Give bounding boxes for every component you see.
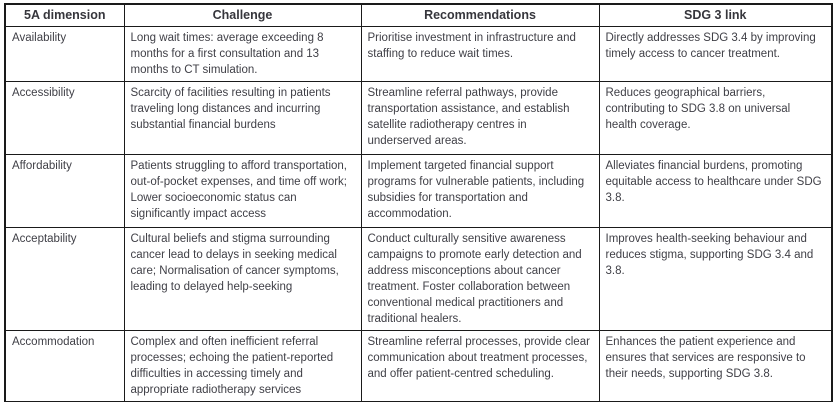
cell-recommendations: Conduct culturally sensitive awareness campaigns to promote early detection and address misconceptions about cancer treatment. Foster collaboration between conventional medical practitioners and traditional healers. bbox=[361, 227, 599, 330]
cell-challenge: Patients struggling to afford transportation, out-of-pocket expenses, and time off work; Lower socioeconomic status can significantly impact access bbox=[124, 154, 361, 227]
table-row-acceptability bbox=[5, 227, 832, 330]
five-a-dimension-table bbox=[4, 3, 833, 402]
cell-recommendations: Prioritise investment in infrastructure and staffing to reduce wait times. bbox=[361, 26, 599, 81]
cell-dimension: Availability bbox=[5, 26, 124, 81]
cell-challenge: Long wait times: average exceeding 8 months for a first consultation and 13 months to CT simulation. bbox=[124, 26, 361, 81]
cell-sdg3-link: Directly addresses SDG 3.4 by improving timely access to cancer treatment. bbox=[599, 26, 832, 81]
cell-dimension: Affordability bbox=[5, 154, 124, 227]
cell-challenge: Cultural beliefs and stigma surrounding cancer lead to delays in seeking medical care; Normalisation of cancer symptoms, leading to delayed help-seeking bbox=[124, 227, 361, 330]
col-header-challenge: Challenge bbox=[124, 4, 361, 26]
cell-recommendations: Streamline referral pathways, provide transportation assistance, and establish satellite radiotherapy centres in underserved areas. bbox=[361, 81, 599, 154]
cell-sdg3-link: Enhances the patient experience and ensures that services are responsive to their needs, supporting SDG 3.8. bbox=[599, 330, 832, 402]
cell-dimension: Acceptability bbox=[5, 227, 124, 330]
table-row-affordability bbox=[5, 154, 832, 227]
cell-recommendations: Implement targeted financial support programs for vulnerable patients, including subsidies for transportation and accommodation. bbox=[361, 154, 599, 227]
cell-sdg3-link: Improves health-seeking behaviour and reduces stigma, supporting SDG 3.4 and 3.8. bbox=[599, 227, 832, 330]
col-header-recommendations: Recommendations bbox=[361, 4, 599, 26]
table-row-accessibility bbox=[5, 81, 832, 154]
cell-recommendations: Streamline referral processes, provide clear communication about treatment processes, and offer patient-centred scheduling. bbox=[361, 330, 599, 402]
table-row-accommodation bbox=[5, 330, 832, 402]
cell-dimension: Accommodation bbox=[5, 330, 124, 402]
cell-challenge: Complex and often inefficient referral processes; echoing the patient-reported difficulties in accessing timely and appropriate radiotherapy services bbox=[124, 330, 361, 402]
col-header-sdg3-link: SDG 3 link bbox=[599, 4, 832, 26]
table-row-availability bbox=[5, 26, 832, 81]
cell-sdg3-link: Reduces geographical barriers, contributing to SDG 3.8 on universal health coverage. bbox=[599, 81, 832, 154]
cell-challenge: Scarcity of facilities resulting in patients traveling long distances and incurring substantial financial burdens bbox=[124, 81, 361, 154]
cell-sdg3-link: Alleviates financial burdens, promoting equitable access to healthcare under SDG 3.8. bbox=[599, 154, 832, 227]
header-row bbox=[5, 4, 832, 26]
cell-dimension: Accessibility bbox=[5, 81, 124, 154]
col-header-5a-dimension: 5A dimension bbox=[5, 4, 124, 26]
